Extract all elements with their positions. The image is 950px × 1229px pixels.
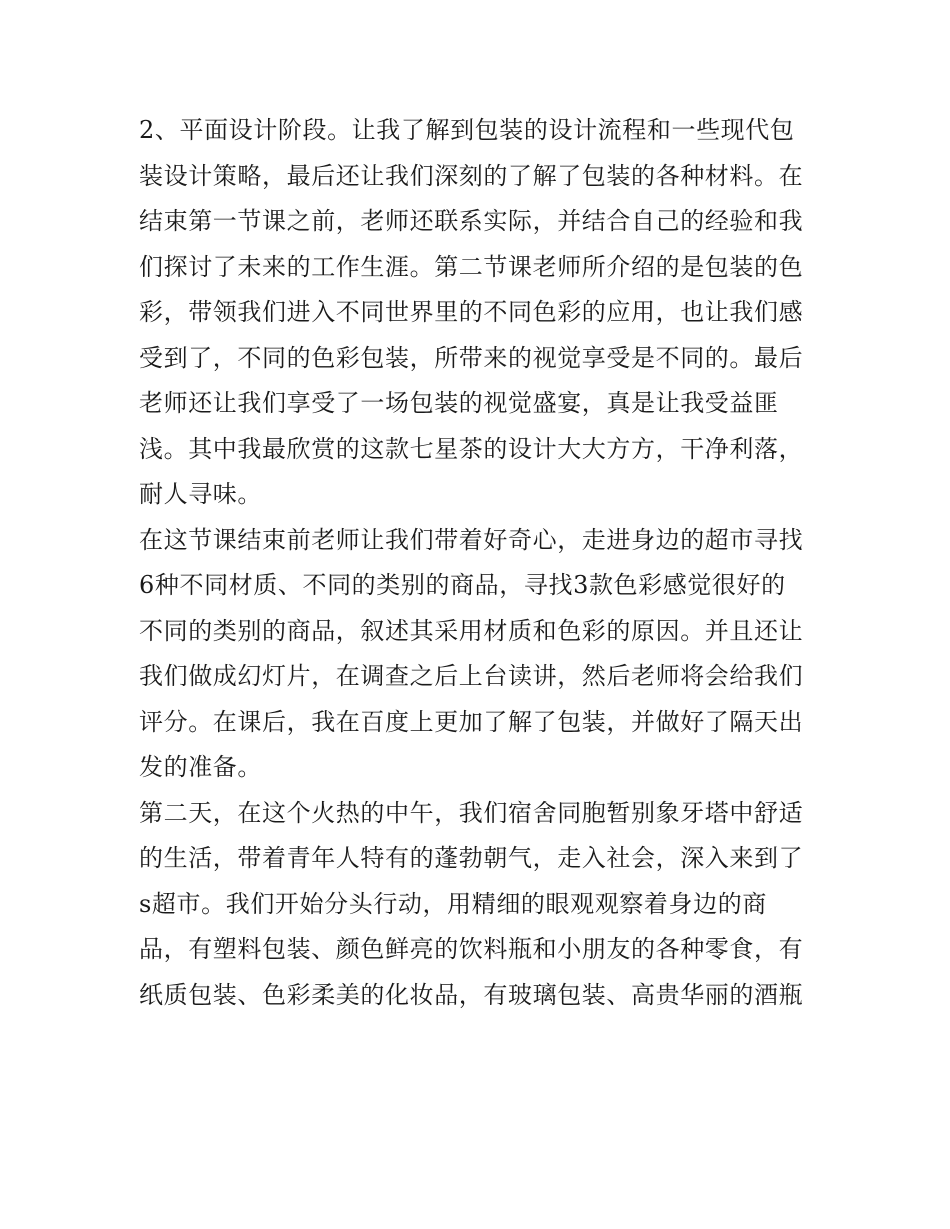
text-line: 受到了，不同的色彩包装，所带来的视觉享受是不同的。最后 <box>139 343 804 372</box>
text-line: 2、平面设计阶段。让我了解到包装的设计流程和一些现代包 <box>139 116 795 144</box>
text-line: 浅。其中我最欣赏的这款七星茶的设计大大方方，干净利落， <box>139 434 804 463</box>
text-line: 装设计策略，最后还让我们深刻的了解了包装的各种材料。在 <box>139 161 804 190</box>
text-line: 老师还让我们享受了一场包装的视觉盛宴，真是让我受益匪 <box>139 389 779 417</box>
body-text <box>139 108 819 1018</box>
text-line: 彩，带领我们进入不同世界里的不同色彩的应用，也让我们感 <box>139 298 804 326</box>
text-line: 们探讨了未来的工作生涯。第二节课老师所介绍的是包装的色 <box>139 252 804 281</box>
text-line: 发的准备。 <box>139 753 262 781</box>
text-line: 评分。在课后，我在百度上更加了解了包装，并做好了隔天出 <box>139 707 804 736</box>
text-line: 耐人寻味。 <box>139 480 262 508</box>
text-line: 不同的类别的商品，叙述其采用材质和色彩的原因。并且还让 <box>139 616 804 645</box>
text-line: s超市。我们开始分头行动，用精细的眼观观察着身边的商 <box>139 889 767 918</box>
text-line: 6种不同材质、不同的类别的商品，寻找3款色彩感觉很好的 <box>139 571 786 599</box>
text-line: 的生活，带着青年人特有的蓬勃朝气，走入社会，深入来到了 <box>139 844 804 872</box>
text-line: 在这节课结束前老师让我们带着好奇心，走进身边的超市寻找 <box>139 525 804 554</box>
text-line: 纸质包装、色彩柔美的化妆品，有玻璃包装、高贵华丽的酒瓶 <box>139 980 804 1009</box>
text-line: 我们做成幻灯片，在调查之后上台读讲，然后老师将会给我们 <box>139 662 804 690</box>
text-line: 第二天，在这个火热的中午，我们宿舍同胞暂别象牙塔中舒适 <box>139 798 804 827</box>
text-line: 品，有塑料包装、颜色鲜亮的饮料瓶和小朋友的各种零食，有 <box>139 935 804 963</box>
text-line: 结束第一节课之前，老师还联系实际，并结合自己的经验和我 <box>139 207 804 235</box>
